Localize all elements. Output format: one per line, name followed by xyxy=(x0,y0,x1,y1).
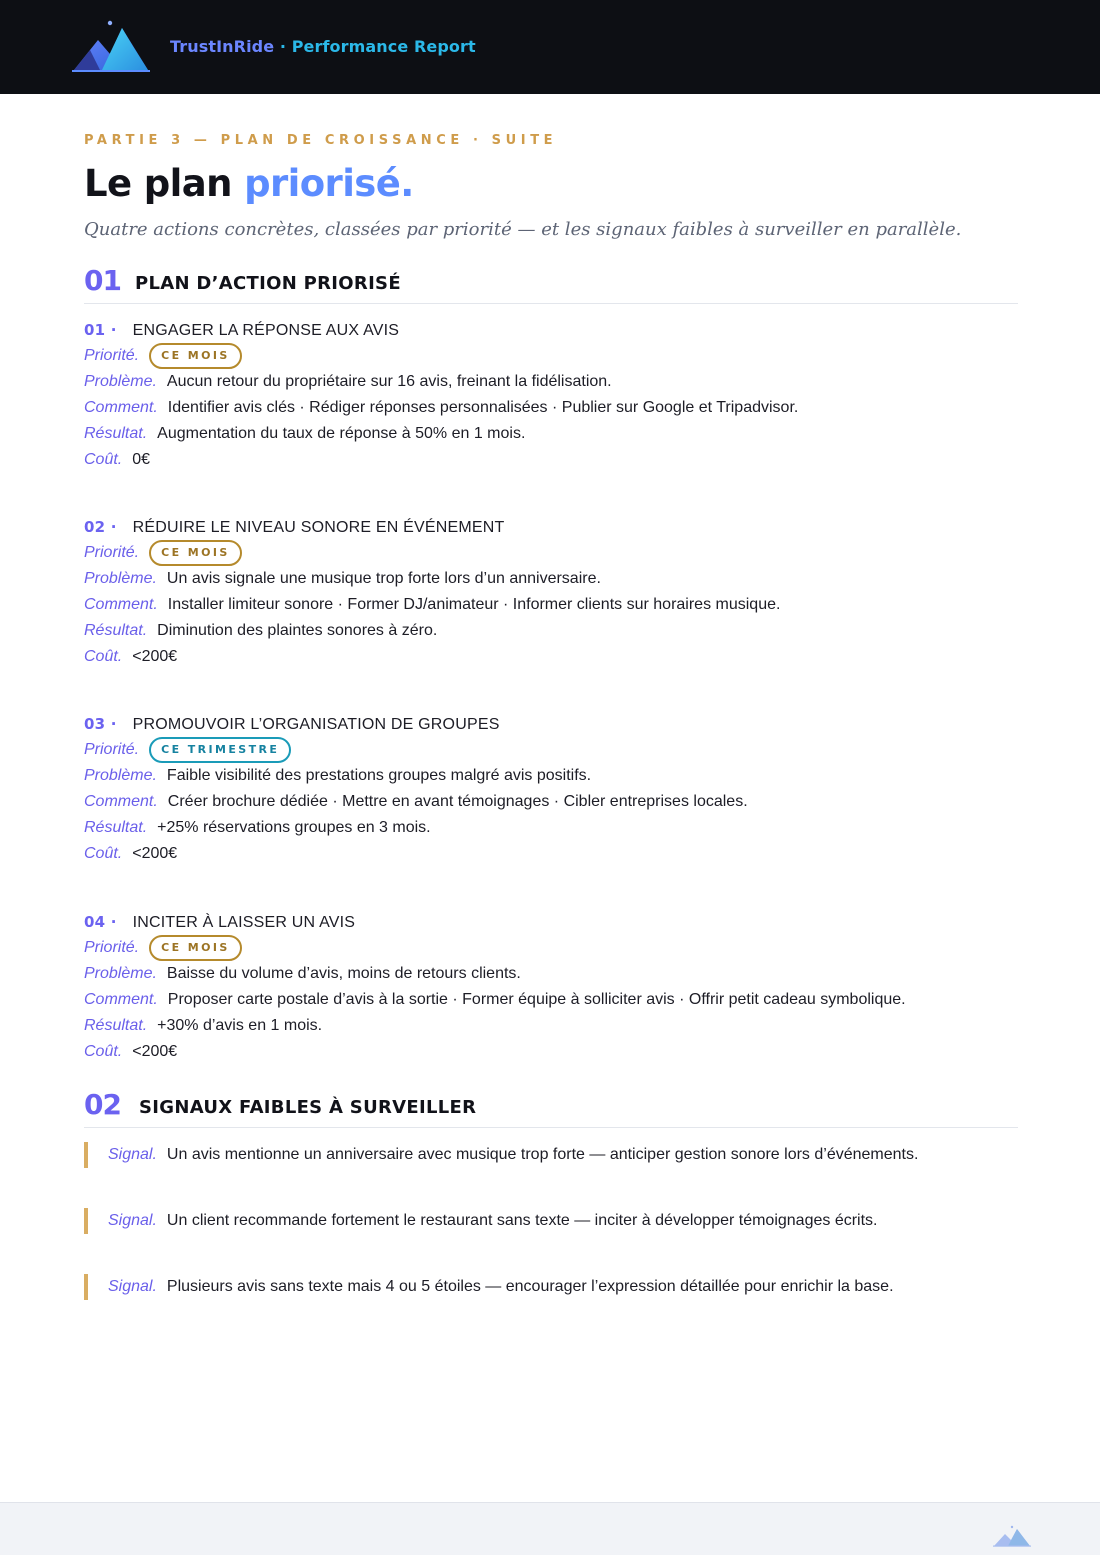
priority-badge: CE MOIS xyxy=(149,343,242,369)
action-priority-row xyxy=(84,935,1024,961)
result-text: Augmentation du taux de réponse à 50% en 1 mois. xyxy=(157,425,526,442)
how-label: Comment. xyxy=(84,991,158,1008)
priority-label: Priorité. xyxy=(84,347,140,364)
action-result-row xyxy=(84,815,1024,841)
brand-suffix: Performance Report xyxy=(291,37,476,56)
signal-text: Un avis mentionne un anniversaire avec musique trop forte — anticiper gestion sonore lors d’événements. xyxy=(166,1146,919,1163)
page-footer xyxy=(0,1502,1100,1555)
signal-label: Signal. xyxy=(108,1278,157,1295)
action-heading xyxy=(84,321,1024,343)
section-heading-action-plan xyxy=(84,264,1018,304)
action-problem-row xyxy=(84,566,1024,592)
how-label: Comment. xyxy=(84,399,158,416)
result-text: +25% réservations groupes en 3 mois. xyxy=(157,819,431,836)
signal-item xyxy=(84,1274,1024,1300)
cost-text: <200€ xyxy=(132,648,178,665)
action-heading xyxy=(84,518,1024,540)
action-item xyxy=(84,321,1024,473)
action-problem-row xyxy=(84,961,1024,987)
action-priority-row xyxy=(84,343,1024,369)
problem-label: Problème. xyxy=(84,767,157,784)
priority-badge: CE MOIS xyxy=(149,540,242,566)
action-priority-row xyxy=(84,540,1024,566)
action-result-row xyxy=(84,1013,1024,1039)
action-how-row xyxy=(84,987,1024,1013)
action-title: RÉDUIRE LE NIVEAU SONORE EN ÉVÉNEMENT xyxy=(132,519,505,536)
problem-text: Faible visibilité des prestations groupes malgré avis positifs. xyxy=(166,767,592,784)
how-label: Comment. xyxy=(84,793,158,810)
cost-label: Coût. xyxy=(84,845,123,862)
cost-label: Coût. xyxy=(84,648,123,665)
action-priority-row xyxy=(84,737,1024,763)
how-text: Identifier avis clés · Rédiger réponses personnalisées · Publier sur Google et Tripadvisor. xyxy=(167,399,799,416)
cost-label: Coût. xyxy=(84,1043,123,1060)
mountain-logo-icon xyxy=(993,1525,1031,1547)
action-how-row xyxy=(84,789,1024,815)
section-number: 02 xyxy=(84,1088,121,1121)
action-title: ENGAGER LA RÉPONSE AUX AVIS xyxy=(132,322,400,339)
problem-label: Problème. xyxy=(84,965,157,982)
signal-label: Signal. xyxy=(108,1212,157,1229)
section-label: SIGNAUX FAIBLES À SURVEILLER xyxy=(139,1097,477,1118)
section-heading-weak-signals xyxy=(84,1088,1018,1128)
problem-label: Problème. xyxy=(84,373,157,390)
priority-badge: CE TRIMESTRE xyxy=(149,737,291,763)
result-label: Résultat. xyxy=(84,819,148,836)
problem-text: Aucun retour du propriétaire sur 16 avis, freinant la fidélisation. xyxy=(166,373,612,390)
action-problem-row xyxy=(84,369,1024,395)
brand-title xyxy=(170,37,476,56)
action-title: PROMOUVOIR L’ORGANISATION DE GROUPES xyxy=(132,716,500,733)
action-item xyxy=(84,518,1024,670)
page-title xyxy=(84,162,414,205)
action-item xyxy=(84,913,1024,1065)
action-item xyxy=(84,715,1024,867)
priority-label: Priorité. xyxy=(84,741,140,758)
result-label: Résultat. xyxy=(84,622,148,639)
priority-label: Priorité. xyxy=(84,544,140,561)
action-result-row xyxy=(84,421,1024,447)
action-number: 04 · xyxy=(84,913,117,931)
signal-text: Plusieurs avis sans texte mais 4 ou 5 étoiles — encourager l’expression détaillée pour enrichir la base. xyxy=(166,1278,894,1295)
signal-text: Un client recommande fortement le restaurant sans texte — inciter à développer témoignages écrits. xyxy=(166,1212,878,1229)
page-title-plain: Le plan xyxy=(84,162,245,205)
page-title-accent: priorisé. xyxy=(244,162,414,205)
priority-label: Priorité. xyxy=(84,939,140,956)
problem-label: Problème. xyxy=(84,570,157,587)
section-label: PLAN D’ACTION PRIORISÉ xyxy=(135,273,401,294)
problem-text: Baisse du volume d’avis, moins de retours clients. xyxy=(166,965,521,982)
how-text: Proposer carte postale d’avis à la sortie · Former équipe à solliciter avis · Offrir petit cadeau symbolique. xyxy=(167,991,906,1008)
priority-badge: CE MOIS xyxy=(149,935,242,961)
action-heading xyxy=(84,715,1024,737)
action-number: 01 · xyxy=(84,321,117,339)
action-title: INCITER À LAISSER UN AVIS xyxy=(132,914,356,931)
action-cost-row xyxy=(84,644,1024,670)
cost-text: <200€ xyxy=(132,1043,178,1060)
action-how-row xyxy=(84,592,1024,618)
result-label: Résultat. xyxy=(84,425,148,442)
brand-separator: · xyxy=(274,37,292,56)
problem-text: Un avis signale une musique trop forte lors d’un anniversaire. xyxy=(166,570,601,587)
action-heading xyxy=(84,913,1024,935)
action-result-row xyxy=(84,618,1024,644)
cost-text: 0€ xyxy=(132,451,151,468)
action-cost-row xyxy=(84,841,1024,867)
action-cost-row xyxy=(84,447,1024,473)
brand-name: TrustInRide xyxy=(170,37,275,56)
result-label: Résultat. xyxy=(84,1017,148,1034)
mountain-logo-icon xyxy=(72,18,150,74)
action-problem-row xyxy=(84,763,1024,789)
action-number: 02 · xyxy=(84,518,117,536)
signal-item xyxy=(84,1142,1024,1168)
action-number: 03 · xyxy=(84,715,117,733)
result-text: Diminution des plaintes sonores à zéro. xyxy=(157,622,438,639)
section-number: 01 xyxy=(84,264,121,297)
how-label: Comment. xyxy=(84,596,158,613)
signal-label: Signal. xyxy=(108,1146,157,1163)
cost-label: Coût. xyxy=(84,451,123,468)
result-text: +30% d’avis en 1 mois. xyxy=(157,1017,323,1034)
action-how-row xyxy=(84,395,1024,421)
action-cost-row xyxy=(84,1039,1024,1065)
page-subtitle: Quatre actions concrètes, classées par priorité — et les signaux faibles à surveiller en parallèle. xyxy=(84,219,962,240)
signal-item xyxy=(84,1208,1024,1234)
section-kicker: PARTIE 3 — PLAN DE CROISSANCE · SUITE xyxy=(84,133,558,148)
report-header xyxy=(0,0,1100,94)
how-text: Créer brochure dédiée · Mettre en avant témoignages · Cibler entreprises locales. xyxy=(167,793,748,810)
how-text: Installer limiteur sonore · Former DJ/animateur · Informer clients sur horaires musique. xyxy=(167,596,781,613)
cost-text: <200€ xyxy=(132,845,178,862)
